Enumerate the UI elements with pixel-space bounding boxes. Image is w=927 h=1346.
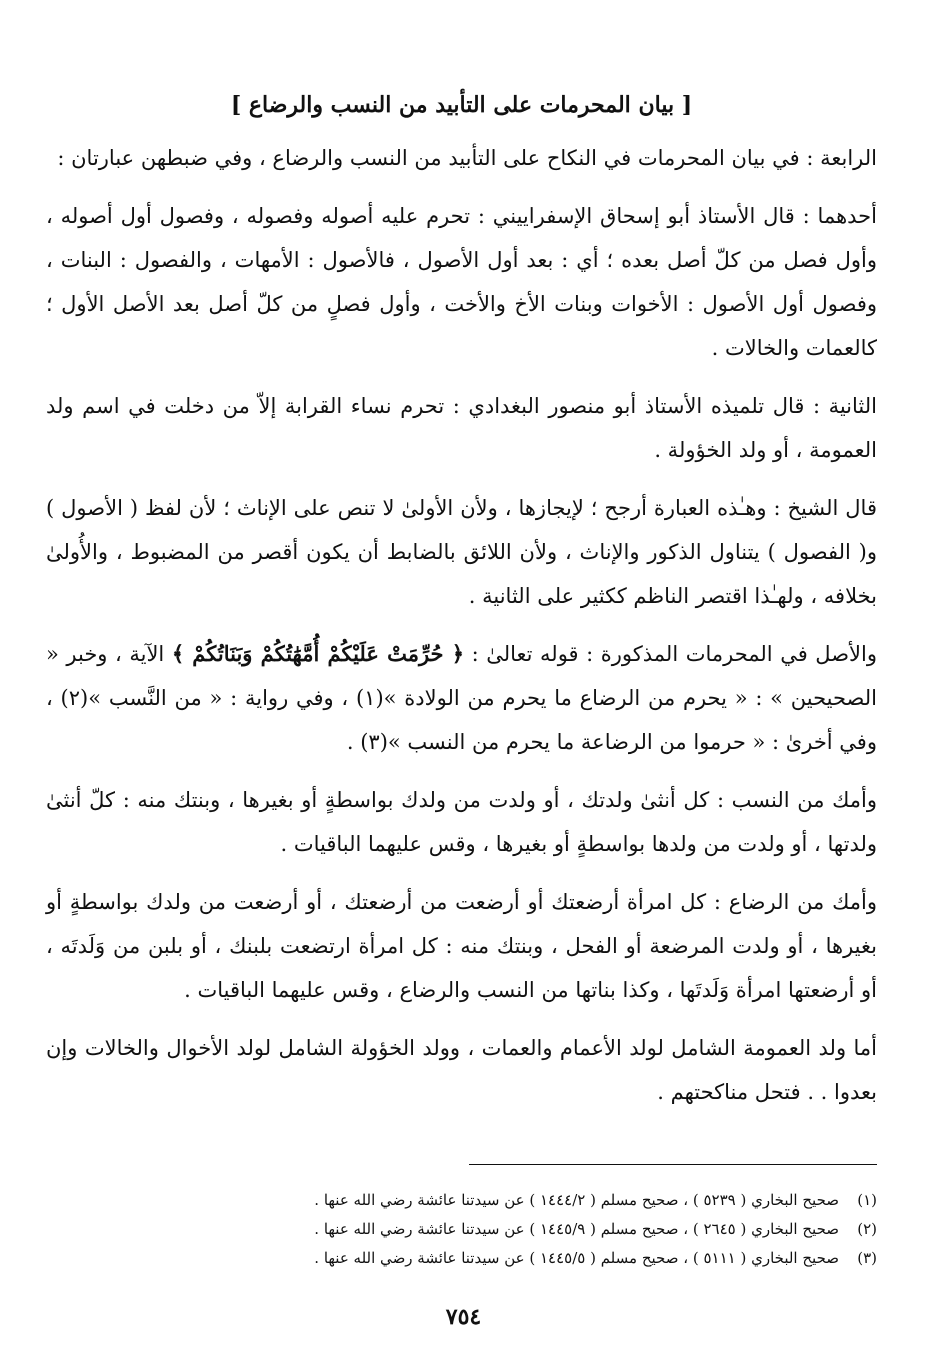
quran-verse: ﴿ حُرِّمَتْ عَلَيْكُمْ أُمَّهَٰتُكُمْ وَبَنَاتُكُمْ ﴾ (171, 641, 465, 666)
footnote-number: (٣) (857, 1249, 877, 1267)
paragraph-first-expression: أحدهما : قال الأستاذ أبو إسحاق الإسفراييني : تحرم عليه أصوله وفصوله ، وفصول أول أصوله ، وأول فصل من كلّ أصل بعده ؛ أي : بعد أول الأصول ، فالأصول : الأمهات ، والفصول : البنات ، وفصول أول الأصول : الأخوات وبنات الأخ والأخت ، وأول فصلٍ من كلّ أصل بعد الأصل الأول ؛ كالعمات والخالات . (46, 204, 877, 360)
hadith-text: الآية ، وخبر « الصحيحين » : « يحرم من الرضاع ما يحرم من الولادة »(١) ، وفي رواية : « من النَّسب »(٢) ، وفي أخرىٰ : « حرموا من الرضاعة ما يحرم من النسب »(٣) . (46, 642, 878, 754)
footnote-text: صحيح البخاري ( ٢٦٤٥ ) ، صحيح مسلم ( ١٤٤٥/٩ ) عن سيدتنا عائشة رضي الله عنها . (314, 1220, 839, 1238)
paragraph-nursing: وأمك من الرضاع : كل امرأة أرضعتك أو أرضعت من أرضعتك ، أو أرضعت من ولدك بواسطةٍ أو بغيرها ، أو ولدت المرضعة أو الفحل ، وبنتك منه : كل امرأة ارتضعت بلبنك ، أو بلبن من وَلَدتَه ، أو أرضعتها امرأة وَلَدتَها ، وكذا بناتها من النسب والرضاع ، وقس عليهما الباقيات . (46, 890, 877, 1002)
footnotes (46, 1186, 877, 1273)
paragraph-second-expression: الثانية : قال تلميذه الأستاذ أبو منصور البغدادي : تحرم نساء القرابة إلاّ من دخلت في اسم ولد العمومة ، أو ولد الخؤولة . (46, 394, 877, 462)
footnote (46, 1186, 877, 1215)
footnote-text: صحيح البخاري ( ٥٢٣٩ ) ، صحيح مسلم ( ١٤٤٤/٢ ) عن سيدتنا عائشة رضي الله عنها . (314, 1191, 839, 1209)
section-heading: [ بيان المحرمات على التأبيد من النسب والرضاع ] (230, 92, 693, 118)
paragraph-sheikh-comment: قال الشيخ : وهـٰذه العبارة أرجح ؛ لإيجازها ، ولأن الأولىٰ لا تنص على الإناث ؛ لأن لفظ ( الأصول ) و( الفصول ) يتناول الذكور والإناث ، ولأن اللائق بالضابط أن يكون أقصر من المضبوط ، والأُولىٰ بخلافه ، ولهـٰذا اقتصر الناظم ككثير على الثانية . (46, 496, 877, 608)
footnote (46, 1244, 877, 1273)
paragraph-lineage: وأمك من النسب : كل أنثىٰ ولدتك ، أو ولدت من ولدك بواسطةٍ أو بغيرها ، وبنتك منه : كلّ أنثىٰ ولدتها ، أو ولدت من ولدها بواسطةٍ أو بغيرها ، وقس عليهما الباقيات . (46, 788, 877, 856)
page-number: ٧٥٤ (445, 1304, 482, 1330)
paragraph-fourth: الرابعة : في بيان المحرمات في النكاح على التأبيد من النسب والرضاع ، وفي ضبطهن عبارتان : (57, 146, 877, 170)
quran-intro: والأصل في المحرمات المذكورة : قوله تعالىٰ : (471, 642, 877, 666)
paragraph-quran-evidence (46, 632, 877, 764)
footnote-text: صحيح البخاري ( ٥١١١ ) ، صحيح مسلم ( ١٤٤٥/٥ ) عن سيدتنا عائشة رضي الله عنها . (314, 1249, 839, 1267)
footnote-separator (469, 1164, 877, 1165)
footnote-number: (١) (857, 1191, 877, 1209)
footnote-number: (٢) (857, 1220, 877, 1238)
paragraph-cousins: أما ولد العمومة الشامل لولد الأعمام والعمات ، وولد الخؤولة الشامل لولد الأخوال والخالات وإن بعدوا . . فتحل مناكحتهم . (46, 1036, 877, 1104)
footnote (46, 1215, 877, 1244)
